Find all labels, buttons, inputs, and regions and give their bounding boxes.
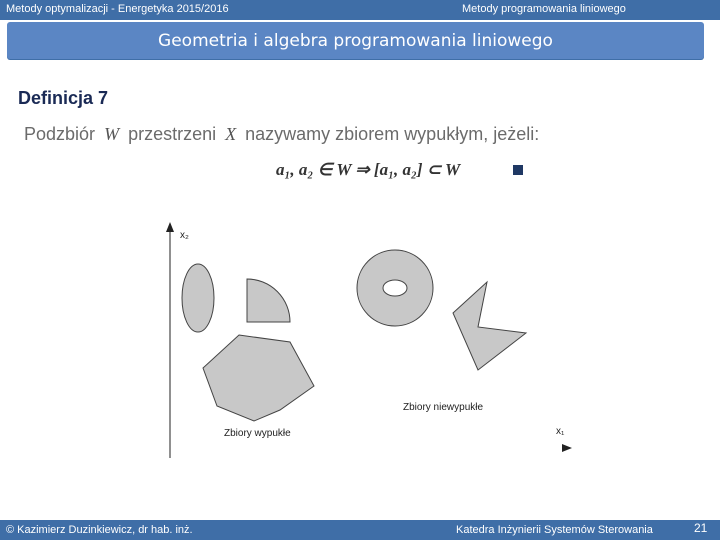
footer-bar	[0, 520, 720, 540]
course-name: Metody optymalizacji - Energetyka 2015/2016	[6, 3, 229, 15]
author: © Kazimierz Duzinkiewicz, dr hab. inż.	[6, 524, 193, 536]
convex-sets-label: Zbiory wypukłe	[224, 428, 291, 439]
definition-text-a: Podzbiór	[24, 124, 96, 144]
nonconvex-ring	[357, 250, 433, 326]
nonconvex-sets-label: Zbiory niewypukłe	[403, 402, 484, 413]
convex-ellipse	[182, 264, 214, 332]
slide-title-bar	[7, 22, 704, 59]
definition-text-c: nazywamy zbiorem wypukłym, jeżeli:	[245, 124, 540, 144]
y-axis-label: x₂	[180, 230, 189, 241]
end-of-definition-mark	[513, 165, 523, 175]
definition-text	[24, 124, 539, 145]
convex-sets-figure	[150, 210, 580, 470]
definition-text-b: przestrzeni	[128, 124, 217, 144]
symbol-x: X	[225, 124, 237, 144]
x-axis-arrow-icon	[562, 444, 572, 452]
header-bar	[0, 0, 720, 20]
nonconvex-polygon	[453, 282, 526, 370]
definition-heading: Definicja 7	[18, 88, 109, 108]
x-axis-label: x₁	[556, 426, 565, 437]
slide-title: Geometria i algebra programowania liniowego	[158, 31, 553, 51]
convex-polygon	[203, 335, 314, 421]
symbol-w: W	[104, 124, 120, 144]
page-number: 21	[694, 521, 708, 535]
section-name: Metody programowania liniowego	[462, 3, 626, 15]
convexity-formula: a₁, a₂ ∈ W ⇒ [a₁, a₂] ⊂ W	[276, 160, 461, 179]
department: Katedra Inżynierii Systemów Sterowania	[456, 524, 653, 536]
y-axis-arrow-icon	[166, 222, 174, 232]
convex-quarter-disk	[247, 279, 290, 322]
